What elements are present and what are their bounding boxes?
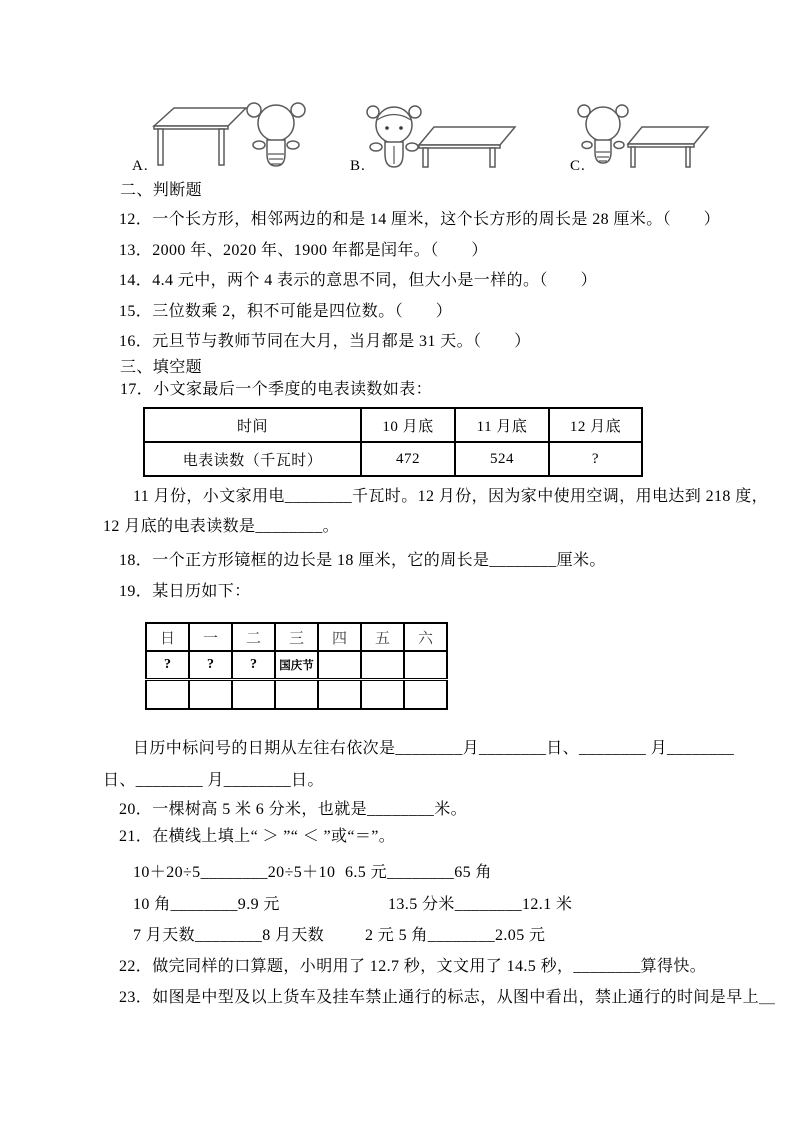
calendar-table	[145, 622, 448, 710]
comparison-item: 10＋20÷5________20÷5＋10	[133, 864, 336, 881]
calendar-cell-question: ?	[189, 651, 232, 680]
electric-meter-table	[143, 407, 643, 477]
question-14: 14．4.4 元中，两个 4 表示的意思不同，但大小是一样的。（ ）	[119, 272, 598, 289]
question-21-intro: 21．在横线上填上“ ＞ ”“ ＜ ”或“＝”。	[119, 828, 396, 845]
question-17-line2: 12 月底的电表读数是________。	[103, 518, 340, 535]
question-22: 22．做完同样的口算题，小明用了 12.7 秒，文文用了 14.5 秒，________算得快。	[119, 958, 707, 975]
calendar-cell-empty	[275, 680, 318, 710]
calendar-cell-question: ?	[146, 651, 189, 680]
table-row	[144, 442, 642, 476]
question-19-line1: 日历中标问号的日期从左往右依次是________月________日、________ 月________	[133, 740, 735, 757]
table-shape	[419, 127, 515, 167]
section-fill-title: 三、填空题	[120, 359, 203, 376]
calendar-cell-empty	[318, 651, 361, 680]
girl-table-illustration-b	[363, 96, 521, 172]
comparison-item: 10 角________9.9 元	[133, 896, 280, 913]
question-17-line1: 11 月份，小文家用电________千瓦时。12 月份，因为家中使用空调，用电达到 218 度，	[133, 488, 769, 505]
calendar-day-thu: 四	[318, 623, 361, 651]
calendar-cell-question: ?	[232, 651, 275, 680]
girl-table-illustration-c	[576, 96, 712, 172]
table-row	[144, 408, 642, 442]
meter-header-nov: 11 月底	[455, 408, 549, 442]
calendar-cell-empty	[361, 651, 404, 680]
comparison-item: 6.5 元________65 角	[345, 864, 492, 881]
calendar-cell-national-day: 国庆节	[275, 651, 318, 680]
calendar-cell-empty	[146, 680, 189, 710]
question-23: 23．如图是中型及以上货车及挂车禁止通行的标志，从图中看出，禁止通行的时间是早上＿	[119, 989, 776, 1006]
calendar-cell-empty	[232, 680, 275, 710]
calendar-day-mon: 一	[189, 623, 232, 651]
comparison-item: 2 元 5 角________2.05 元	[365, 927, 546, 944]
question-17-intro: 17．小文家最后一个季度的电表读数如表：	[120, 381, 433, 398]
calendar-header-row	[146, 623, 447, 651]
calendar-day-wed: 三	[275, 623, 318, 651]
girl-table-illustration-a	[142, 96, 310, 172]
calendar-week-row	[146, 651, 447, 680]
option-c-label: C.	[570, 158, 586, 174]
calendar-cell-empty	[361, 680, 404, 710]
meter-header-time: 时间	[144, 408, 361, 442]
option-b-label: B.	[350, 158, 366, 174]
calendar-day-sun: 日	[146, 623, 189, 651]
calendar-day-tue: 二	[232, 623, 275, 651]
calendar-day-fri: 五	[361, 623, 404, 651]
meter-value-nov: 524	[455, 442, 549, 476]
meter-header-oct: 10 月底	[361, 408, 455, 442]
question-19-line2: 日、________ 月________日。	[103, 772, 324, 789]
table-shape	[154, 108, 246, 165]
meter-header-dec: 12 月底	[549, 408, 642, 442]
comparison-item: 13.5 分米________12.1 米	[388, 896, 573, 913]
calendar-week-row	[146, 680, 447, 710]
meter-row-label: 电表读数（千瓦时）	[144, 442, 361, 476]
question-15: 15．三位数乘 2，积不可能是四位数。（ ）	[119, 303, 453, 320]
comparison-item: 7 月天数________8 月天数	[133, 927, 325, 944]
question-16: 16．元旦节与教师节同在大月，当月都是 31 天。（ ）	[119, 333, 531, 350]
girl-figure-front	[367, 106, 421, 167]
option-a-label: A.	[132, 158, 149, 174]
meter-value-oct: 472	[361, 442, 455, 476]
calendar-cell-empty	[318, 680, 361, 710]
girl-figure-back	[578, 105, 628, 163]
calendar-day-sat: 六	[404, 623, 447, 651]
question-12: 12．一个长方形，相邻两边的和是 14 厘米，这个长方形的周长是 28 厘米。（ ）	[119, 211, 721, 228]
calendar-cell-empty	[404, 651, 447, 680]
section-judgment-title: 二、判断题	[120, 182, 203, 199]
question-18: 18．一个正方形镜框的边长是 18 厘米，它的周长是________厘米。	[119, 552, 606, 569]
calendar-cell-empty	[189, 680, 232, 710]
question-13: 13．2000 年、2020 年、1900 年都是闰年。（ ）	[119, 242, 488, 259]
table-shape	[628, 127, 708, 167]
question-20: 20．一棵树高 5 米 6 分米，也就是________米。	[119, 801, 468, 818]
girl-figure-back	[247, 103, 305, 166]
question-19-intro: 19．某日历如下：	[119, 583, 251, 600]
meter-value-dec: ?	[549, 442, 642, 476]
calendar-cell-empty	[404, 680, 447, 710]
